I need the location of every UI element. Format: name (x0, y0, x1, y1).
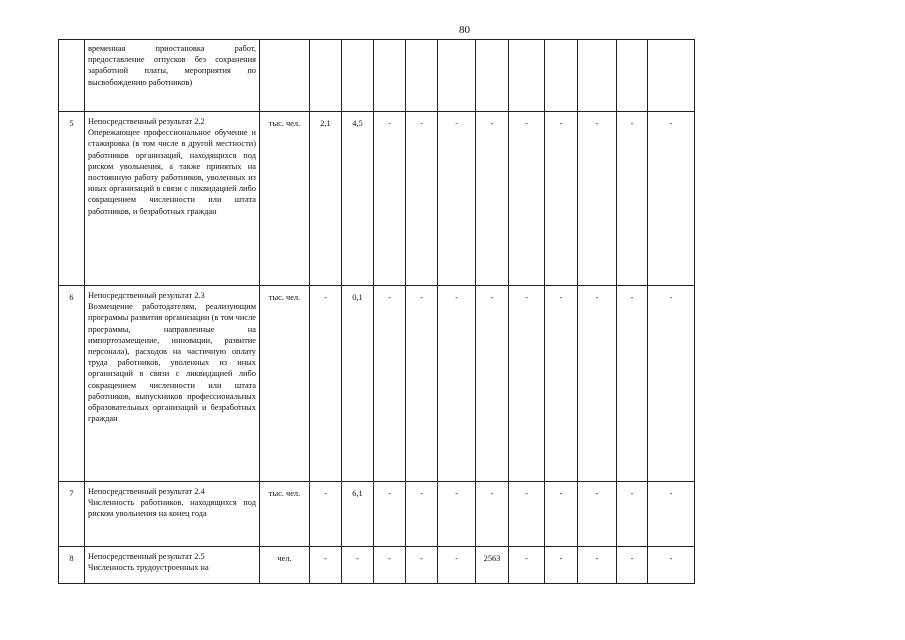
table-row (59, 482, 695, 547)
value-cell: - (509, 286, 545, 482)
value-cell (617, 40, 648, 112)
value-cell (374, 40, 406, 112)
table-row (59, 547, 695, 584)
value-cell: - (374, 547, 406, 584)
value-cell: - (578, 286, 617, 482)
result-description-cell (85, 112, 260, 286)
value-cell: - (310, 547, 342, 584)
value-cell: - (578, 482, 617, 547)
result-title: Непосредственный результат 2.4 (88, 487, 205, 496)
value-cell: - (406, 547, 438, 584)
page-number: 80 (459, 24, 470, 36)
value-cell (406, 40, 438, 112)
result-title: Непосредственный результат 2.3 (88, 291, 205, 300)
value-cell: - (648, 547, 695, 584)
value-cell: 6,1 (342, 482, 374, 547)
value-cell (438, 40, 476, 112)
row-number: 6 (59, 286, 85, 482)
result-description: Численность трудоустроенных на (88, 563, 209, 573)
value-cell (476, 40, 509, 112)
table-row (59, 40, 695, 112)
result-description: Численность работников, находящихся под риском увольнения на конец года (88, 498, 256, 519)
result-description-cell (85, 286, 260, 482)
result-description-cell (85, 40, 260, 112)
value-cell: - (438, 112, 476, 286)
value-cell: - (648, 482, 695, 547)
value-cell: - (617, 112, 648, 286)
value-cell: - (578, 112, 617, 286)
value-cell: - (545, 112, 578, 286)
result-title: Непосредственный результат 2.2 (88, 117, 205, 126)
value-cell: - (310, 482, 342, 547)
value-cell: 4,5 (342, 112, 374, 286)
value-cell: - (617, 547, 648, 584)
unit-cell: чел. (260, 547, 310, 584)
value-cell: - (342, 547, 374, 584)
value-cell: 0,1 (342, 286, 374, 482)
unit-cell: тыс. чел. (260, 482, 310, 547)
value-cell (342, 40, 374, 112)
value-cell: - (476, 112, 509, 286)
value-cell: - (545, 286, 578, 482)
value-cell: - (545, 482, 578, 547)
value-cell: - (648, 112, 695, 286)
result-description: временная приостановка работ, предоставление отпусков без сохранения заработной платы, мероприятия по высвобождению работников) (88, 44, 256, 87)
table-row (59, 112, 695, 286)
value-cell: - (438, 286, 476, 482)
value-cell (578, 40, 617, 112)
value-cell: 2,1 (310, 112, 342, 286)
result-description-cell (85, 547, 260, 584)
unit-cell: тыс. чел. (260, 286, 310, 482)
result-title: Непосредственный результат 2.5 (88, 552, 205, 561)
value-cell: - (578, 547, 617, 584)
table-row (59, 286, 695, 482)
value-cell: - (617, 286, 648, 482)
row-number: 5 (59, 112, 85, 286)
value-cell: - (310, 286, 342, 482)
value-cell: - (438, 547, 476, 584)
value-cell (509, 40, 545, 112)
unit-cell: тыс. чел. (260, 112, 310, 286)
value-cell: - (509, 112, 545, 286)
row-number (59, 40, 85, 112)
row-number: 7 (59, 482, 85, 547)
value-cell: - (406, 112, 438, 286)
value-cell (310, 40, 342, 112)
unit-cell (260, 40, 310, 112)
value-cell (545, 40, 578, 112)
value-cell: - (406, 286, 438, 482)
value-cell: 2563 (476, 547, 509, 584)
row-number: 8 (59, 547, 85, 584)
value-cell: - (438, 482, 476, 547)
value-cell: - (406, 482, 438, 547)
indicators-table (58, 39, 695, 584)
result-description: Опережающее профессиональное обучение и стажировка (в том числе в другой местности) работников организаций, находящихся под риском увольнения, а также принятых на постоянную работу работников, уволенных из иных организаций в связи с ликвидацией либо сокращением численности или штата работников, и безработных граждан (88, 128, 256, 216)
result-description-cell (85, 482, 260, 547)
value-cell: - (476, 482, 509, 547)
value-cell: - (374, 112, 406, 286)
value-cell: - (648, 286, 695, 482)
value-cell: - (509, 482, 545, 547)
value-cell: - (617, 482, 648, 547)
value-cell: - (374, 482, 406, 547)
result-description: Возмещение работодателям, реализующим программы развития организации (в том числе программы, направленные на импортозамещение, инновации, развитие персонала), расходов на частичную оплату труда работников, уволенных из иных организаций в связи с ликвидацией либо сокращением численности или штата работников, выпускников профессиональных образовательных организаций и безработных граждан (88, 302, 256, 424)
value-cell: - (476, 286, 509, 482)
value-cell (648, 40, 695, 112)
value-cell: - (509, 547, 545, 584)
value-cell: - (545, 547, 578, 584)
value-cell: - (374, 286, 406, 482)
